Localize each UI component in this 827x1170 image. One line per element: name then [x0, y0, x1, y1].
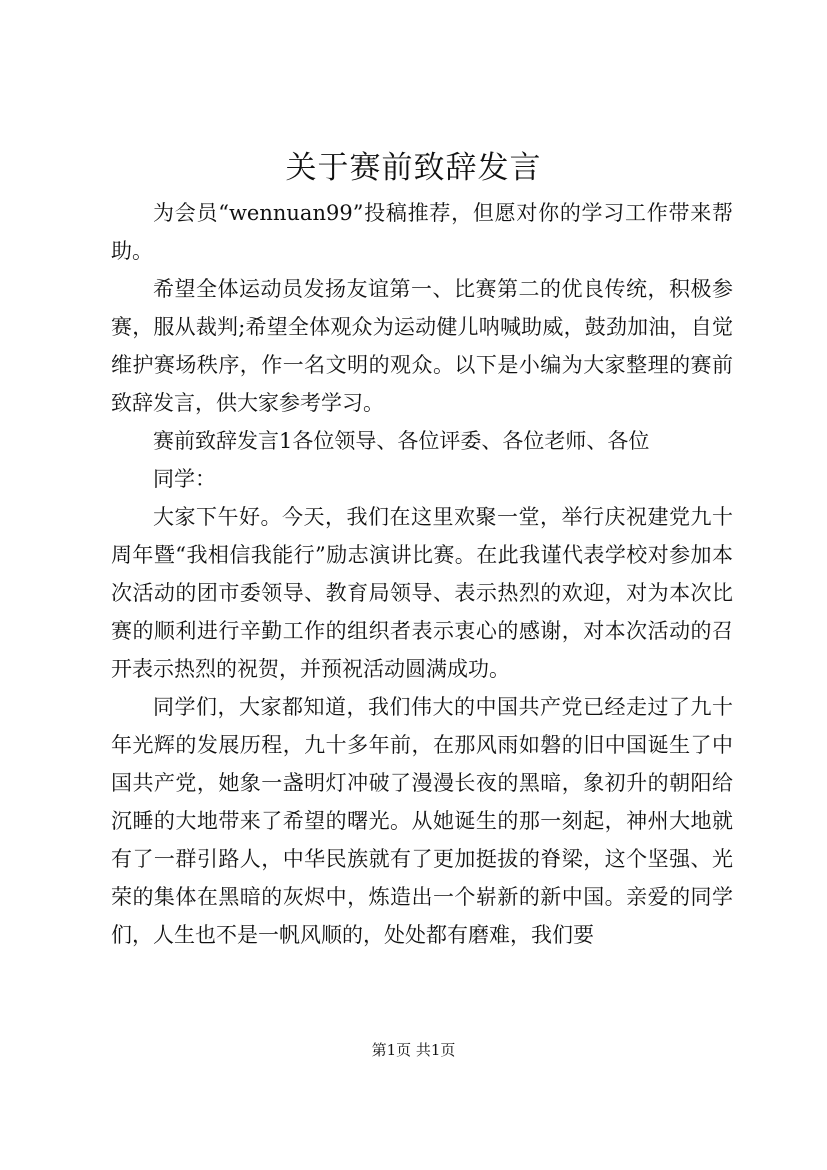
paragraph: 赛前致辞发言1各位领导、各位评委、各位老师、各位	[153, 429, 650, 453]
paragraph: 希望全体运动员发扬友谊第一、比赛第二的优良传统，积极参赛，服从裁判;希望全体观众为运动健儿呐喊助威，鼓劲加油，自觉维护赛场秩序，作一名文明的观众。以下是小编为大家整理的赛前致辞发言，供大家参考学习。	[111, 277, 733, 415]
paragraph: 为会员“wennuan99”投稿推荐，但愿对你的学习工作带来帮助。	[111, 201, 733, 263]
page-footer: 第1页 共1页	[371, 1041, 456, 1059]
paragraph: 同学：	[153, 467, 216, 491]
paragraph: 同学们，大家都知道，我们伟大的中国共产党已经走过了九十年光辉的发展历程，九十多年前，在那风雨如磐的旧中国诞生了中国共产党，她象一盏明灯冲破了漫漫长夜的黑暗，象初升的朝阳给沉睡的大地带来了希望的曙光。从她诞生的那一刻起，神州大地就有了一群引路人，中华民族就有了更加挺拔的脊梁，这个坚强、光荣的集体在黑暗的灰烬中，炼造出一个崭新的新中国。亲爱的同学们，人生也不是一帆风顺的，处处都有磨难，我们要	[111, 695, 733, 947]
document-body	[111, 194, 733, 954]
document-title: 关于赛前致辞发言	[285, 150, 542, 186]
paragraph: 大家下午好。今天，我们在这里欢聚一堂，举行庆祝建党九十周年暨“我相信我能行”励志演讲比赛。在此我谨代表学校对参加本次活动的团市委领导、教育局领导、表示热烈的欢迎，对为本次比赛的顺利进行辛勤工作的组织者表示衷心的感谢，对本次活动的召开表示热烈的祝贺，并预祝活动圆满成功。	[111, 505, 733, 681]
